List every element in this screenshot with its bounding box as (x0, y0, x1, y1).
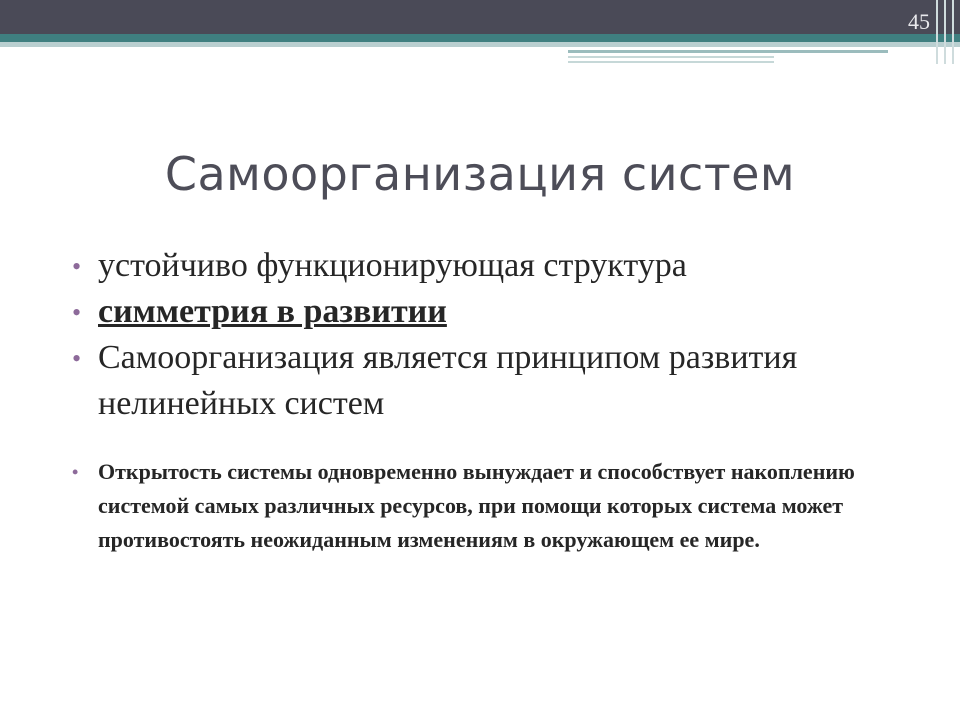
bullet-marker-icon: • (72, 344, 82, 373)
bullet-item (72, 243, 892, 289)
header-divider (952, 0, 954, 64)
bullet-marker-icon: • (72, 462, 79, 482)
bullet-marker-icon: • (72, 298, 82, 327)
bullet-item (72, 335, 892, 427)
bullet-list (72, 243, 892, 557)
bullet-text: симметрия в развитии (98, 293, 447, 330)
header-stripe (568, 61, 774, 63)
header-divider (944, 0, 946, 64)
header-divider (936, 0, 938, 64)
bullet-item (72, 289, 892, 335)
bullet-text: Самоорганизация является принципом развития нелинейных систем (98, 339, 798, 422)
bullet-text: устойчиво функционирующая структура (98, 247, 687, 284)
bullet-item (72, 455, 892, 557)
header-stripe (568, 50, 888, 53)
header-band (0, 0, 960, 34)
header-accent-band (0, 34, 960, 42)
bullet-text: Открытость системы одновременно вынуждает и способствует накоплению системой самых различных ресурсов, при помощи которых система может противостоять неожиданным изменениям в окружающем ее мире. (98, 459, 855, 552)
bullet-marker-icon: • (72, 252, 82, 281)
header-stripe (568, 56, 774, 58)
slide-title: Самоорганизация систем (164, 147, 796, 201)
header-light-band (0, 42, 960, 47)
slide-number: 45 (908, 9, 930, 34)
